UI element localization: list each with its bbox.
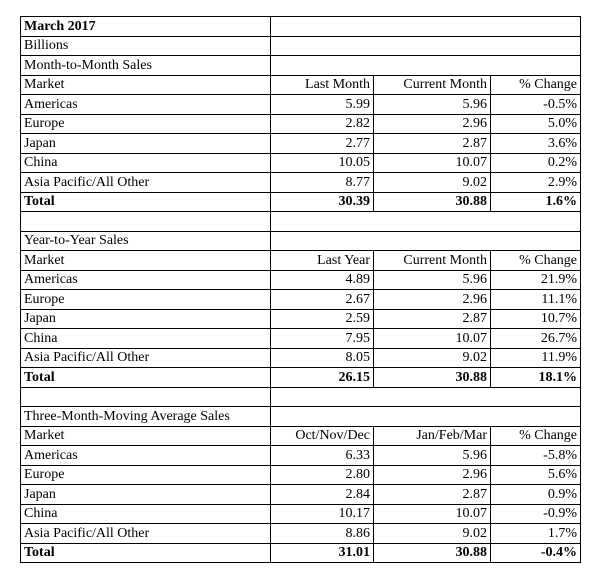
total-row [21,368,581,388]
column-header: Last Month [271,75,374,95]
total-label: Total [21,543,271,563]
column-header: Jan/Feb/Mar [374,426,491,446]
empty-cell [271,407,581,427]
value-cell: 9.02 [374,348,491,368]
column-header: Last Year [271,251,374,271]
value-cell: 11.1% [491,290,581,310]
table-row [21,134,581,154]
section-title-row [21,56,581,76]
sales-table-body [21,17,581,563]
table-row [21,446,581,466]
column-header: Market [21,75,271,95]
value-cell: 5.99 [271,95,374,115]
section-title: Three-Month-Moving Average Sales [21,407,271,427]
value-cell: 3.6% [491,134,581,154]
value-cell: 2.77 [271,134,374,154]
value-cell: 8.86 [271,524,374,544]
column-header: Market [21,426,271,446]
value-cell: 1.7% [491,524,581,544]
column-header-row [21,251,581,271]
value-cell: 8.77 [271,173,374,193]
total-row [21,192,581,212]
value-cell: 2.82 [271,114,374,134]
value-cell: 2.96 [374,114,491,134]
value-cell: 11.9% [491,348,581,368]
empty-cell [271,56,581,76]
column-header: Current Month [374,75,491,95]
total-value-cell: 30.88 [374,192,491,212]
column-header: % Change [491,426,581,446]
value-cell: 2.87 [374,134,491,154]
value-cell: 10.07 [374,504,491,524]
empty-cell [271,212,581,232]
market-name-cell: Japan [21,134,271,154]
table-row [21,153,581,173]
table-row [21,290,581,310]
value-cell: 10.07 [374,153,491,173]
value-cell: 2.59 [271,309,374,329]
total-value-cell: 30.88 [374,543,491,563]
value-cell: 5.6% [491,465,581,485]
total-value-cell: 31.01 [271,543,374,563]
value-cell: 2.84 [271,485,374,505]
total-label: Total [21,368,271,388]
total-label: Total [21,192,271,212]
column-header: % Change [491,75,581,95]
market-name-cell: Americas [21,95,271,115]
value-cell: 2.9% [491,173,581,193]
market-name-cell: Japan [21,485,271,505]
value-cell: 5.96 [374,446,491,466]
value-cell: 5.96 [374,270,491,290]
value-cell: 5.0% [491,114,581,134]
value-cell: 2.80 [271,465,374,485]
section-title: Month-to-Month Sales [21,56,271,76]
period-row [21,17,581,37]
section-title-row [21,231,581,251]
empty-cell [21,212,271,232]
table-row [21,504,581,524]
value-cell: 4.89 [271,270,374,290]
table-row [21,485,581,505]
value-cell: 2.96 [374,465,491,485]
market-name-cell: China [21,329,271,349]
empty-cell [271,231,581,251]
spacer-row [21,387,581,407]
total-value-cell: -0.4% [491,543,581,563]
table-row [21,114,581,134]
market-name-cell: Americas [21,446,271,466]
market-name-cell: Asia Pacific/All Other [21,524,271,544]
value-cell: 5.96 [374,95,491,115]
column-header: % Change [491,251,581,271]
market-name-cell: Asia Pacific/All Other [21,348,271,368]
market-name-cell: Asia Pacific/All Other [21,173,271,193]
value-cell: -0.9% [491,504,581,524]
total-value-cell: 30.39 [271,192,374,212]
column-header: Market [21,251,271,271]
total-row [21,543,581,563]
empty-cell [271,36,581,56]
table-row [21,329,581,349]
units-row [21,36,581,56]
value-cell: 10.7% [491,309,581,329]
empty-cell [21,387,271,407]
value-cell: 9.02 [374,524,491,544]
value-cell: 2.87 [374,485,491,505]
market-name-cell: Europe [21,290,271,310]
table-row [21,309,581,329]
market-name-cell: Americas [21,270,271,290]
value-cell: 7.95 [271,329,374,349]
section-title-row [21,407,581,427]
value-cell: 0.2% [491,153,581,173]
total-value-cell: 1.6% [491,192,581,212]
column-header: Oct/Nov/Dec [271,426,374,446]
value-cell: -0.5% [491,95,581,115]
value-cell: 21.9% [491,270,581,290]
section-title: Year-to-Year Sales [21,231,271,251]
market-name-cell: Japan [21,309,271,329]
column-header: Current Month [374,251,491,271]
empty-cell [271,17,581,37]
market-name-cell: China [21,504,271,524]
total-value-cell: 18.1% [491,368,581,388]
market-name-cell: China [21,153,271,173]
value-cell: 2.96 [374,290,491,310]
column-header-row [21,75,581,95]
total-value-cell: 30.88 [374,368,491,388]
table-row [21,465,581,485]
period-label: March 2017 [21,17,271,37]
column-header-row [21,426,581,446]
value-cell: 6.33 [271,446,374,466]
market-name-cell: Europe [21,465,271,485]
table-row [21,348,581,368]
table-row [21,270,581,290]
value-cell: -5.8% [491,446,581,466]
market-name-cell: Europe [21,114,271,134]
empty-cell [271,387,581,407]
table-row [21,524,581,544]
value-cell: 26.7% [491,329,581,349]
value-cell: 2.67 [271,290,374,310]
value-cell: 0.9% [491,485,581,505]
value-cell: 10.07 [374,329,491,349]
sales-table [20,16,581,563]
value-cell: 9.02 [374,173,491,193]
value-cell: 10.05 [271,153,374,173]
value-cell: 8.05 [271,348,374,368]
total-value-cell: 26.15 [271,368,374,388]
table-row [21,173,581,193]
value-cell: 2.87 [374,309,491,329]
value-cell: 10.17 [271,504,374,524]
spacer-row [21,212,581,232]
table-row [21,95,581,115]
units-label: Billions [21,36,271,56]
